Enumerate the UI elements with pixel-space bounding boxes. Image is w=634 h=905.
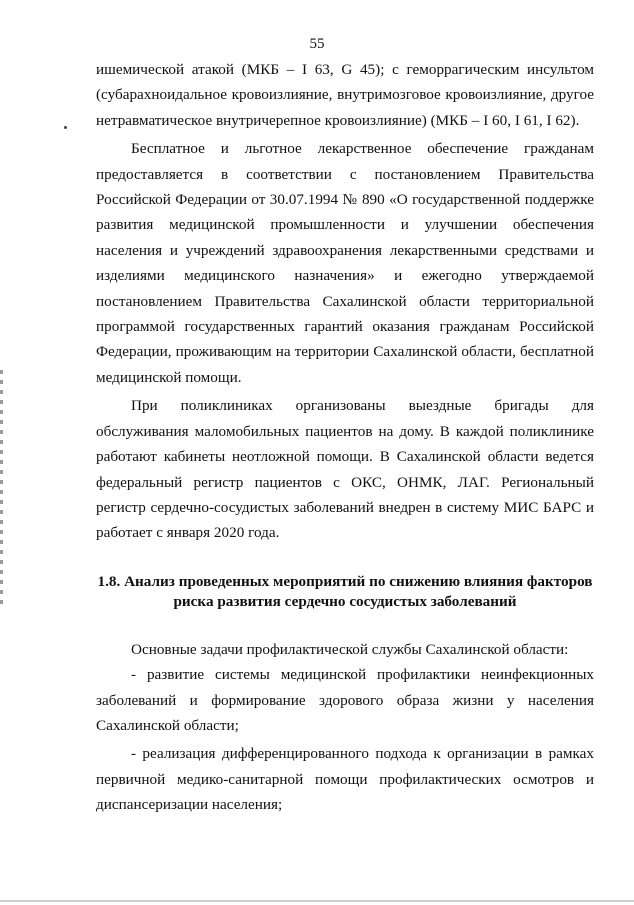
scan-artifact-left-edge — [0, 370, 3, 610]
list-item-prevention-system: - развитие системы медицинской профилактики неинфекционных заболеваний и формирование здорового образа жизни у населения Сахалинской области; — [96, 666, 594, 734]
scan-artifact-dot — [64, 126, 67, 129]
section-heading — [96, 572, 594, 612]
section-heading-line-1: 1.8. Анализ проведенных мероприятий по снижению влияния факторов — [97, 572, 593, 590]
section-heading-line-2: риска развития сердечно сосудистых заболеваний — [173, 592, 517, 610]
scan-artifact-bottom-edge — [0, 900, 634, 902]
document-body — [96, 57, 594, 818]
paragraph-diagnoses: ишемической атакой (МКБ – I 63, G 45); с геморрагическим инсультом (субарахноидальное кровоизлияние, внутримозговое кровоизлияние, другое нетравматическое внутричерепное кровоизлияние) (МКБ – I 60, I 61, I 62). — [96, 61, 594, 129]
page-number: 55 — [309, 36, 325, 52]
paragraph-outpatient-teams: При поликлиниках организованы выездные бригады для обслуживания маломобильных пациентов на дому. В каждой поликлинике работают кабинеты неотложной помощи. В Сахалинской области ведется федеральный регистр пациентов с ОКС, ОНМК, ЛАГ. Региональный регистр сердечно-сосудистых заболеваний внедрен в систему МИС БАРС и работает с января 2020 года. — [96, 397, 594, 542]
list-item-differentiated-approach: - реализация дифференцированного подхода к организации в рамках первичной медико-санитарной помощи профилактических осмотров и диспансеризации населения; — [96, 745, 594, 814]
paragraph-drug-provision: Бесплатное и льготное лекарственное обеспечение гражданам предоставляется в соответствии с постановлением Правительства Российской Федерации от 30.07.1994 № 890 «О государственной поддержке развития медицинской промышленности и улучшении обеспечения населения и учреждений здравоохранения лекарственными средствами и изделиями медицинского назначения» и ежегодно утверждаемой постановлением Правительства Сахалинской области территориальной программой государственных гарантий оказания гражданам Российской Федерации, проживающим на территории Сахалинской области, бесплатной медицинской помощи. — [96, 140, 594, 386]
section-intro: Основные задачи профилактической службы Сахалинской области: — [131, 640, 569, 658]
